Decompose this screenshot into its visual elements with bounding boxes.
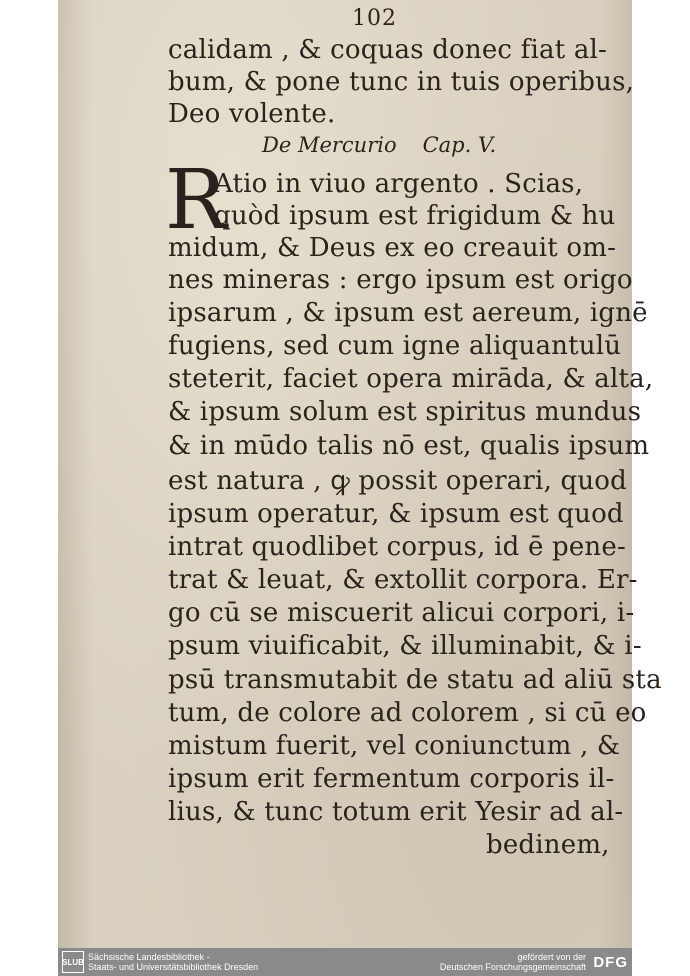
library-line-2: Staats- und Universitätsbibliothek Dresden	[88, 962, 259, 972]
text-line: fugiens, sed cum igne aliquantulū	[168, 331, 622, 361]
text-line: intrat quodlibet corpus, id ē pene-	[168, 532, 626, 562]
text-line: quòd ipsum est frigidum & hu	[214, 201, 616, 231]
text-line: nes mineras : ergo ipsum est origo	[168, 265, 633, 295]
text-line: mistum fuerit, vel coniunctum , &	[168, 731, 621, 761]
chapter-heading	[262, 133, 496, 157]
text-line: ipsum erit fermentum corporis il-	[168, 764, 615, 794]
text-line: go cū se miscuerit alicui corpori, i-	[168, 598, 635, 628]
page-number: 102	[352, 6, 397, 31]
text-line: est natura , ꝙ possit operari, quod	[168, 466, 627, 496]
drop-cap: R	[165, 153, 227, 248]
text-line: Atio in viuo argento . Scias,	[214, 169, 584, 199]
text-line: ipsarum , & ipsum est aereum, ignē	[168, 298, 648, 328]
text-line: psum viuificabit, & illuminabit, & i-	[168, 631, 642, 661]
text-line: & ipsum solum est spiritus mundus	[168, 397, 642, 427]
catchword-line: bedinem,	[486, 830, 610, 860]
funding-line-1: gefördert von der	[517, 952, 586, 962]
text-line: calidam , & coquas donec fiat al-	[168, 35, 608, 65]
text-line: Deo volente.	[168, 99, 336, 129]
text-line: & in mūdo talis nō est, qualis ipsum	[168, 431, 650, 461]
library-logo-icon: SLUB	[62, 951, 84, 973]
library-credit	[88, 952, 258, 972]
text-line: lius, & tunc totum erit Yesir ad al-	[168, 797, 624, 827]
text-line: trat & leuat, & extollit corpora. Er-	[168, 565, 638, 595]
funding-credit	[440, 952, 586, 972]
text-line: psū transmutabit de statu ad aliū sta	[168, 665, 662, 695]
heading-chapter: Cap. V.	[422, 133, 497, 157]
heading-title: De Mercurio	[262, 133, 397, 157]
text-line: tum, de colore ad colorem , si cū eo	[168, 698, 647, 728]
library-line-1: Sächsische Landesbibliothek -	[88, 952, 210, 962]
text-line: ipsum operatur, & ipsum est quod	[168, 499, 624, 529]
text-line: bum, & pone tunc in tuis operibus,	[168, 67, 635, 97]
text-line: midum, & Deus ex eo creauit om-	[168, 233, 617, 263]
dfg-logo-icon: DFG	[593, 954, 628, 971]
funding-line-2: Deutschen Forschungsgemeinschaft	[439, 962, 586, 972]
text-line: steterit, faciet opera mirāda, & alta,	[168, 364, 654, 394]
digitization-footer	[58, 948, 632, 976]
